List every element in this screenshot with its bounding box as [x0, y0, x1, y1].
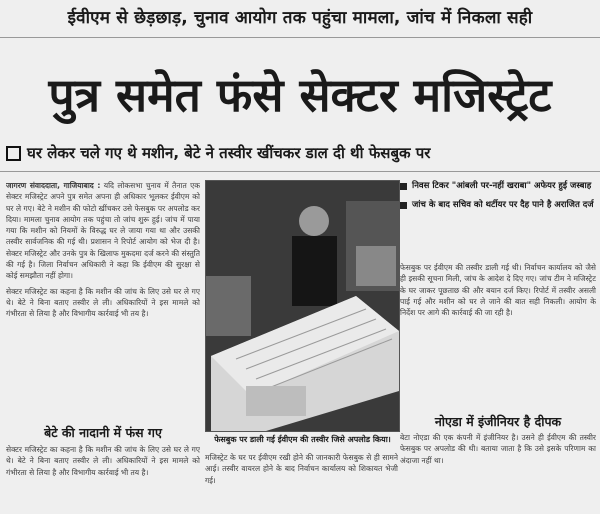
bullet-icon — [400, 202, 407, 209]
evm-photo-illustration — [206, 181, 399, 431]
divider — [0, 37, 600, 38]
article-text: सेक्टर मजिस्ट्रेट का कहना है कि मशीन की जांच के लिए उसे घर ले गए थे। बेटे ने बिना बताए तस्वीर ले ली। अधिकारियों ने इस मामले को गंभीरता से लिया है और विभागीय कार्रवाई भी तय है। — [6, 286, 200, 319]
dateline: जागरण संवाददाता, गाजियाबाद : — [6, 181, 101, 190]
divider — [0, 171, 600, 172]
highlight-item: जांच के बाद सचिव को थर्टीयर पर दैह पाने है अराजित दर्ज — [400, 199, 598, 212]
highlights-box — [400, 180, 598, 250]
article-text: मजिस्ट्रेट के घर पर ईवीएम रखी होने की जानकारी फेसबुक से ही सामने आई। तस्वीर वायरल होने के बाद निर्वाचन कार्यालय को शिकायत भेजी गई। — [205, 453, 398, 485]
photo-evm — [205, 180, 400, 432]
article-text: बेटा नोएडा की एक कंपनी में इंजीनियर है। उसने ही ईवीएम की तस्वीर फेसबुक पर अपलोड की थी। बताया जाता है कि उसे इसके परिणाम का अंदाजा नहीं था। — [400, 433, 596, 465]
kicker-headline: ईवीएम से छेड़छाड़, चुनाव आयोग तक पहुंचा मामला, जांच में निकला सही — [67, 8, 533, 28]
photo-caption: फेसबुक पर डाली गई ईवीएम की तस्वीर जिसे अपलोड किया। — [214, 435, 391, 444]
checkbox-icon — [6, 146, 21, 161]
article-column-left-bottom — [6, 444, 200, 514]
section-heading-right: नोएडा में इंजीनियर है दीपक — [434, 414, 562, 429]
article-column-middle-bottom — [205, 452, 398, 514]
article-column-right-bottom — [400, 432, 596, 514]
subheadline-text: घर लेकर चले गए थे मशीन, बेटे ने तस्वीर खींचकर डाल दी थी फेसबुक पर — [27, 144, 431, 162]
article-text: फेसबुक पर ईवीएम की तस्वीर डाली गई थी। निर्वाचन कार्यालय को जैसे ही इसकी सूचना मिली, जांच के आदेश दे दिए गए। जांच टीम ने मजिस्ट्रेट के घर जाकर पूछताछ की और बयान दर्ज किए। रिपोर्ट में तस्वीर असली पाई गई और मशीन को घर ले जाने की बात सही निकली। आयोग के निर्देश पर आगे की कार्रवाई की जा रही है। — [400, 263, 596, 318]
article-column-right — [400, 262, 596, 410]
subheadline — [6, 140, 596, 166]
section-heading-middle: बेटे की नादानी में फंस गए — [44, 425, 162, 440]
article-text: सेक्टर मजिस्ट्रेट का कहना है कि मशीन की जांच के लिए उसे घर ले गए थे। बेटे ने बिना बताए तस्वीर ले ली। अधिकारियों ने इस मामले को गंभीरता से लिया है और विभागीय कार्रवाई भी तय है। — [6, 445, 200, 477]
highlight-item: निवस टिकर "आंबली पर-नहीं खराबा" अफेयर हुई जस्बाह — [400, 180, 598, 193]
article-text: यदि लोकसभा चुनाव में तैनात एक सेक्टर मजिस्ट्रेट अपने पुत्र समेत अपना ही अधिकार भूलकर ईवीएम को घर ले गए। बेटे ने मशीन की फोटो खींचकर उसे फेसबुक पर अपलोड कर दिया। मामला चुनाव आयोग तक पहुंचा तो जांच शुरू हुई। जांच में पाया गया कि मशीन को नियमों के विरुद्ध घर ले जाया गया था और उसकी तस्वीर सार्वजनिक की गई थी। प्रशासन ने रिपोर्ट आयोग को भेज दी है। सेक्टर मजिस्ट्रेट और उनके पुत्र के खिलाफ मुकदमा दर्ज करने की संस्तुति की गई है। जिला निर्वाचन अधिकारी ने कहा कि ईवीएम की सुरक्षा से कोई समझौता नहीं होगा। — [6, 181, 200, 281]
main-headline: पुत्र समेत फंसे सेक्टर मजिस्ट्रेट — [48, 68, 552, 122]
article-column-left — [6, 180, 200, 425]
bullet-icon — [400, 183, 407, 190]
